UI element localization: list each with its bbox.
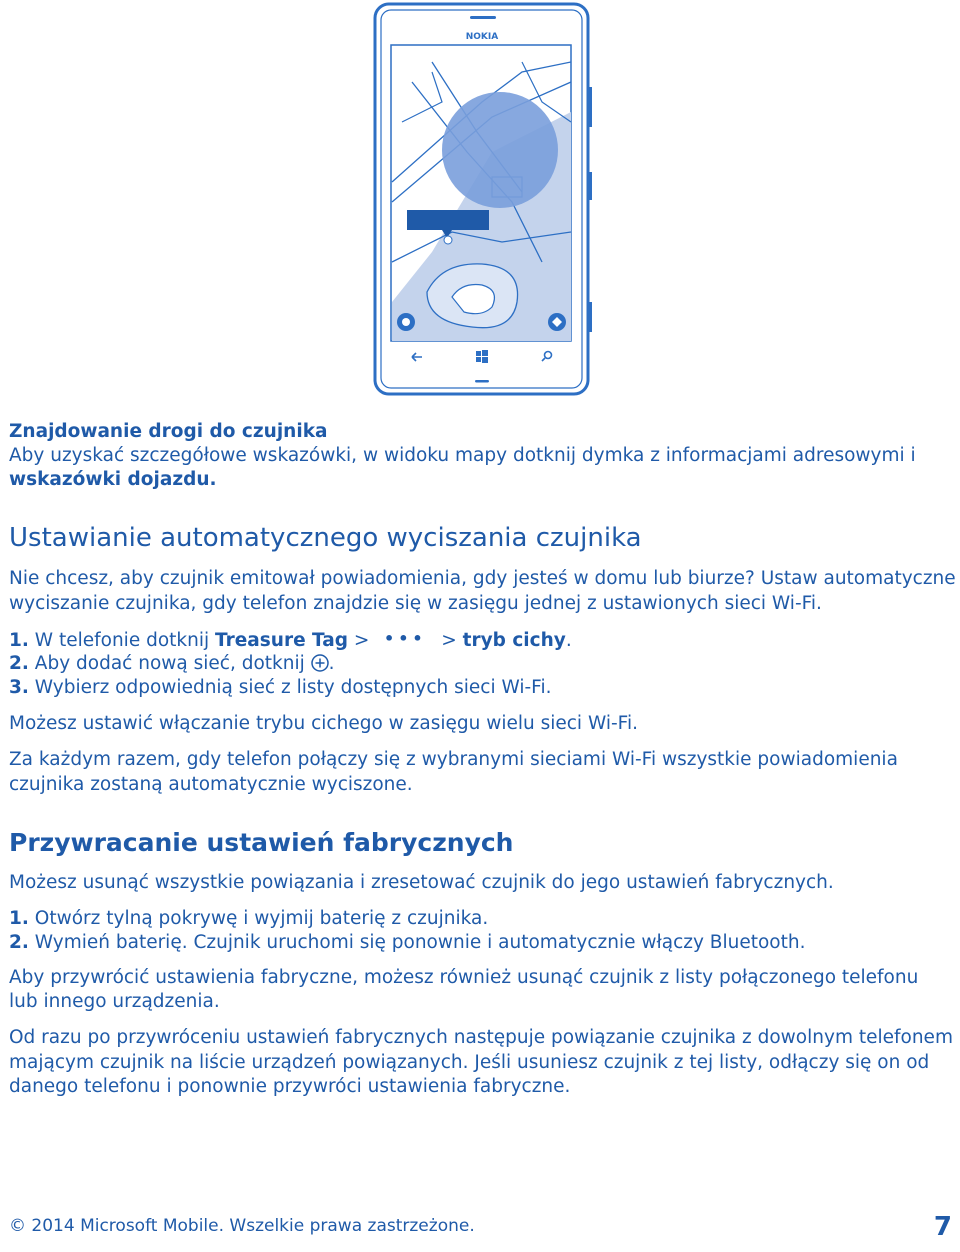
more-dots-icon: ••• xyxy=(383,629,427,648)
add-icon xyxy=(311,654,329,672)
section-find-sensor-text-line1: Aby uzyskać szczegółowe wskazówki, w widoku mapy dotknij dymka z informacjami adresowymi i xyxy=(9,445,916,466)
auto-mute-note1: Możesz ustawić włączanie trybu cichego w zasięgu wielu sieci Wi-Fi. xyxy=(9,713,638,734)
section-find-sensor-title: Znajdowanie drogi do czujnika xyxy=(9,421,328,442)
step2-period: . xyxy=(328,653,335,674)
treasure-tag-label: Treasure Tag xyxy=(215,630,349,651)
section-factory-reset-title: Przywracanie ustawień fabrycznych xyxy=(9,828,514,857)
auto-mute-step2 xyxy=(9,652,335,676)
auto-mute-step1 xyxy=(9,627,572,653)
auto-mute-note2-line2: czujnika zostaną automatycznie wyciszone. xyxy=(9,774,413,795)
silent-mode-label: tryb cichy xyxy=(462,630,566,651)
step-number: 3. xyxy=(9,677,29,698)
phone-illustration xyxy=(372,2,594,398)
section-auto-mute-title: Ustawianie automatycznego wyciszania czujnika xyxy=(9,523,642,553)
step1-period: . xyxy=(565,630,572,651)
factory-reset-para1-line1: Aby przywrócić ustawienia fabryczne, możesz również usunąć czujnik z listy połączonego telefonu xyxy=(9,967,919,988)
factory-reset-para2-line3: danego telefonu i ponownie przywróci ustawienia fabryczne. xyxy=(9,1076,571,1097)
copyright-footer: © 2014 Microsoft Mobile. Wszelkie prawa zastrzeżone. xyxy=(9,1216,475,1236)
step3-text: Wybierz odpowiednią sieć z listy dostępnych sieci Wi-Fi. xyxy=(34,677,552,698)
auto-mute-note2-line1: Za każdym razem, gdy telefon połączy się z wybranymi sieciami Wi-Fi wszystkie powiadomienia xyxy=(9,749,898,770)
factory-reset-step1 xyxy=(9,907,488,931)
step2-text: Aby dodać nową sieć, dotknij xyxy=(34,653,305,674)
path-separator: > xyxy=(441,630,457,651)
auto-mute-intro-line1: Nie chcesz, aby czujnik emitował powiadomienia, gdy jesteś w domu lub biurze? Ustaw automatyczne xyxy=(9,568,956,589)
step1-text: Otwórz tylną pokrywę i wyjmij baterię z czujnika. xyxy=(34,908,489,929)
factory-reset-para2-line2: mającym czujnik na liście urządzeń powiązanych. Jeśli usuniesz czujnik z tej listy, odłączy się on od xyxy=(9,1052,930,1073)
step1-text: W telefonie dotknij xyxy=(34,630,210,651)
step-number: 2. xyxy=(9,653,29,674)
step2-text: Wymień baterię. Czujnik uruchomi się ponownie i automatycznie włączy Bluetooth. xyxy=(34,932,806,953)
factory-reset-intro: Możesz usunąć wszystkie powiązania i zresetować czujnik do jego ustawień fabrycznych. xyxy=(9,872,834,893)
step-number: 2. xyxy=(9,932,29,953)
factory-reset-step2 xyxy=(9,931,805,955)
path-separator: > xyxy=(353,630,370,651)
section-find-sensor-text-line2: wskazówki dojazdu. xyxy=(9,469,217,490)
phone-brand: NOKIA xyxy=(465,32,499,42)
auto-mute-step3 xyxy=(9,676,551,700)
step-number: 1. xyxy=(9,630,29,651)
step-number: 1. xyxy=(9,908,29,929)
factory-reset-para1-line2: lub innego urządzenia. xyxy=(9,991,220,1012)
factory-reset-para2-line1: Od razu po przywróceniu ustawień fabrycznych następuje powiązanie czujnika z dowolnym telefonem xyxy=(9,1027,953,1048)
auto-mute-intro-line2: wyciszanie czujnika, gdy telefon znajdzie się w zasięgu jednej z ustawionych sieci Wi-Fi. xyxy=(9,593,822,614)
page-number: 7 xyxy=(933,1212,952,1242)
